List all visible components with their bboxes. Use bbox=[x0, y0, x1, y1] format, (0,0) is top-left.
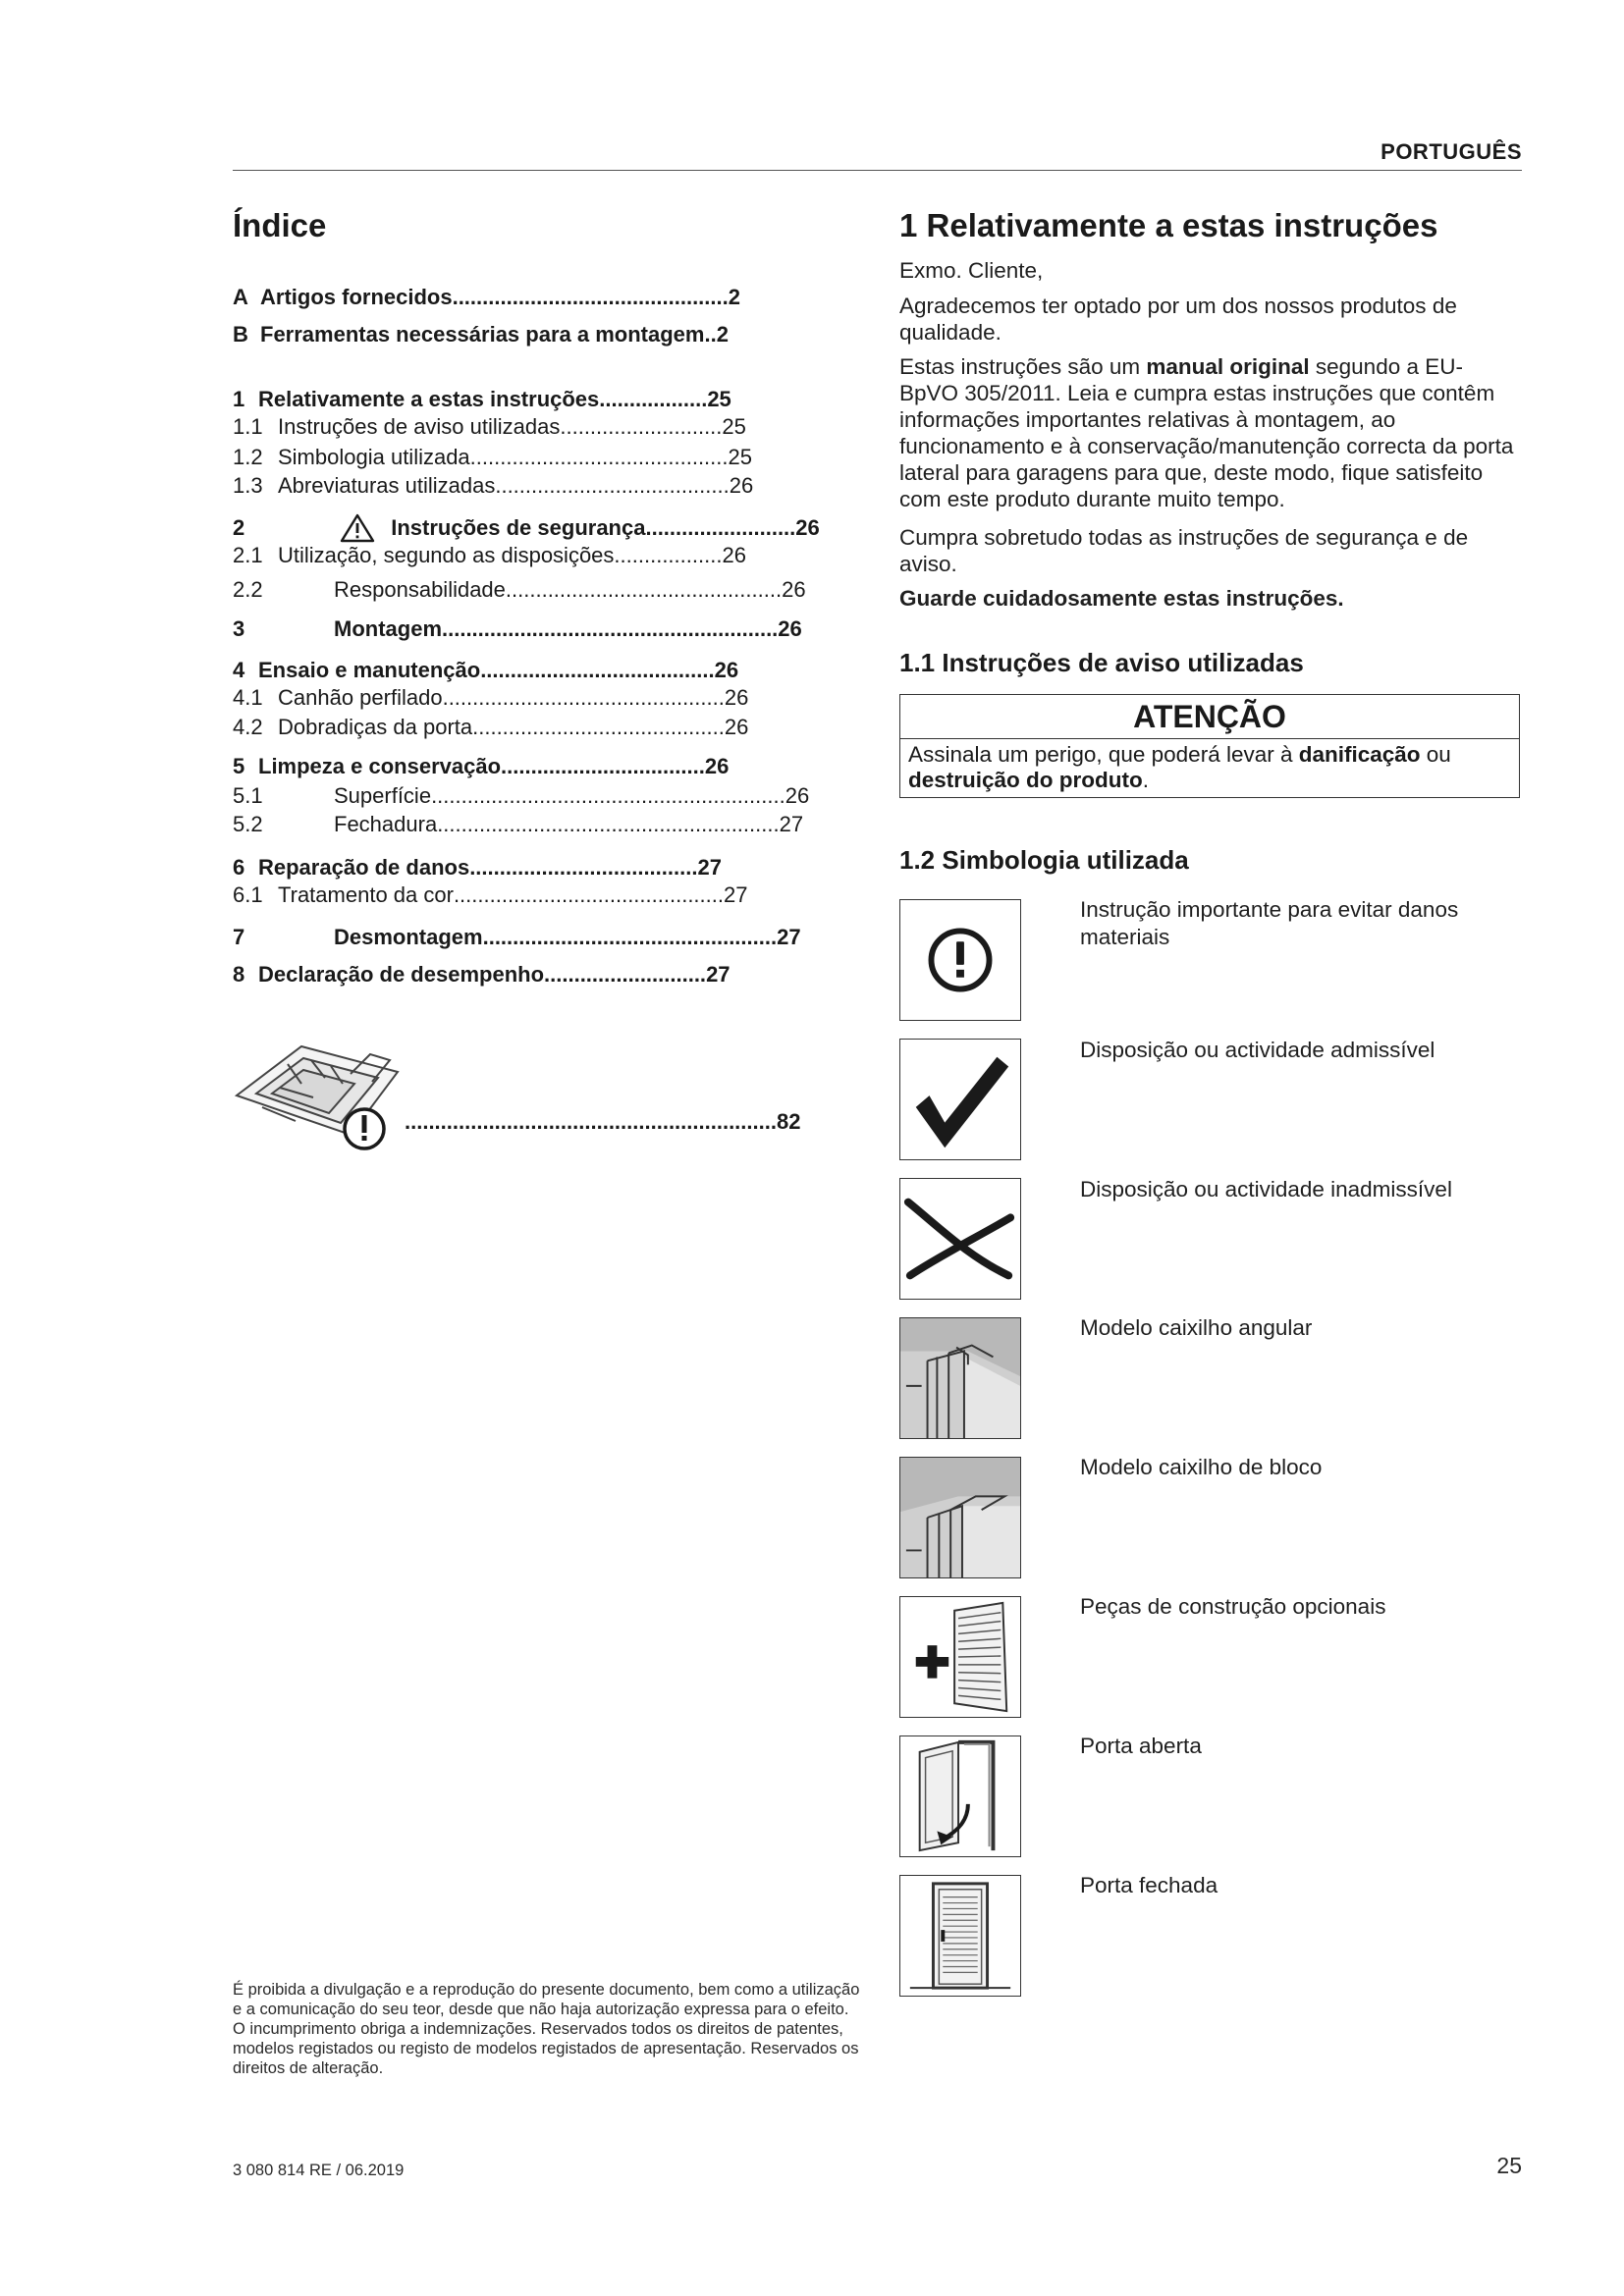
thanks-paragraph: Agradecemos ter optado por um dos nossos produtos de qualidade. bbox=[899, 294, 1457, 345]
section-1-title: 1 Relativamente a estas instruções bbox=[899, 207, 1438, 243]
toc-entry[interactable]: 6 Reparação de danos......................................27 bbox=[233, 853, 722, 882]
toc-dots: ............................................... bbox=[442, 685, 725, 710]
toc-entry[interactable]: 1.1 Instruções de aviso utilizadas...........................25 bbox=[233, 412, 746, 442]
greeting: Exmo. Cliente, bbox=[899, 258, 1044, 283]
symbol-description: Disposição ou actividade admissível bbox=[1080, 1038, 1435, 1062]
checkmark-icon bbox=[899, 1039, 1021, 1160]
toc-entry[interactable]: 4.1 Canhão perfilado...............................................26 bbox=[233, 683, 748, 713]
symbol-description: Modelo caixilho angular bbox=[1080, 1315, 1313, 1340]
toc-entry[interactable]: 1 Relativamente a estas instruções..................25 bbox=[233, 385, 731, 414]
legal-notice: É proibida a divulgação e a reprodução do presente documento, bem como a utilização e a comunicação do seu teor, desde que não haja autorização expressa para o efeito. O incumprimento obriga a indemnizações. Reservados todos os direitos de patentes, modelos registados ou registo de modelos registados de apresentação. Reservados os direitos de alteração. bbox=[233, 1981, 860, 2077]
toc-entry[interactable]: A Artigos fornecidos..............................................2 bbox=[233, 283, 740, 312]
toc-dots: .......................................... bbox=[472, 715, 725, 739]
toc-dots: .................................. bbox=[501, 754, 705, 778]
toc-dots: ......................... bbox=[645, 515, 796, 540]
toc-entry[interactable]: 2.1 Utilização, segundo as disposições..................26 bbox=[233, 541, 746, 570]
language-label: PORTUGUÊS bbox=[1380, 139, 1522, 164]
section-1-1-title: 1.1 Instruções de aviso utilizadas bbox=[899, 648, 1304, 677]
warning-text: Assinala um perigo, que poderá levar à danificação ou destruição do produto. bbox=[908, 742, 1451, 792]
toc-dots: ........................... bbox=[560, 414, 723, 439]
block-frame-icon bbox=[899, 1457, 1021, 1578]
toc-dots: ....................................... bbox=[495, 473, 730, 498]
door-open-icon bbox=[899, 1735, 1021, 1857]
comply-paragraph: Cumpra sobretudo todas as instruções de segurança e de aviso. bbox=[899, 525, 1469, 576]
symbol-description: Disposição ou actividade inadmissível bbox=[1080, 1177, 1452, 1201]
toc-dots: ......................................................... bbox=[437, 812, 780, 836]
toc-dots: ........................................................... bbox=[431, 783, 785, 808]
door-closed-icon bbox=[899, 1875, 1021, 1997]
toc-entry[interactable]: 8 Declaração de desempenho...........................27 bbox=[233, 960, 731, 989]
toc-dots: ...................................... bbox=[469, 855, 698, 880]
toc-entry[interactable]: 2.2 Responsabilidade..............................................26 bbox=[233, 575, 806, 605]
toc-entry[interactable]: 3 Montagem........................................................26 bbox=[233, 614, 802, 644]
toc-entry[interactable]: 7 Desmontagem.................................................27 bbox=[233, 923, 801, 952]
angle-frame-icon bbox=[899, 1317, 1021, 1439]
symbol-description: Peças de construção opcionais bbox=[1080, 1594, 1386, 1619]
page-number: 25 bbox=[1496, 2153, 1522, 2178]
toc-dots: .............................................................. bbox=[405, 1109, 777, 1134]
document-number: 3 080 814 RE / 06.2019 bbox=[233, 2162, 405, 2179]
toc-dots: ............................................. bbox=[453, 882, 724, 907]
toc-entry[interactable]: 1.2 Simbologia utilizada...........................................25 bbox=[233, 443, 752, 472]
toc-dots: .............................................. bbox=[452, 285, 729, 309]
optional-parts-icon bbox=[899, 1596, 1021, 1718]
header-rule bbox=[233, 170, 1522, 171]
warning-triangle-icon bbox=[340, 513, 375, 543]
toc-entry[interactable]: 4 Ensaio e manutenção.......................................26 bbox=[233, 656, 738, 685]
intro-paragraph: Estas instruções são um manual original segundo a EU-BpVO 305/2011. Leia e cumpra estas instruções que contêm informações importantes relativas à montagem, ao funcionamento e à conservação/manutenção correcta da porta lateral para garagens para que, deste modo, fique satisfeito com este produto durante muito tempo. bbox=[899, 354, 1514, 511]
toc-dots: .. bbox=[704, 322, 717, 347]
toc-entry[interactable]: 6.1 Tratamento da cor.............................................27 bbox=[233, 881, 747, 910]
toc-entry[interactable]: 4.2 Dobradiças da porta..........................................26 bbox=[233, 713, 748, 742]
toc-entry[interactable]: 5 Limpeza e conservação..................................26 bbox=[233, 752, 729, 781]
warning-box bbox=[899, 694, 1520, 798]
toc-entry[interactable]: 1.3 Abreviaturas utilizadas.......................................26 bbox=[233, 471, 753, 501]
symbol-description: Modelo caixilho de bloco bbox=[1080, 1455, 1323, 1479]
toc-entry[interactable]: 5.1 Superfície...........................................................26 bbox=[233, 781, 809, 811]
warning-heading: ATENÇÃO bbox=[900, 695, 1519, 739]
toc-entry[interactable]: 5.2 Fechadura.........................................................27 bbox=[233, 810, 803, 839]
keep-instructions: Guarde cuidadosamente estas instruções. bbox=[899, 586, 1344, 611]
safety-figure-icon bbox=[233, 1035, 409, 1152]
cross-icon bbox=[899, 1178, 1021, 1300]
section-1-2-title: 1.2 Simbologia utilizada bbox=[899, 845, 1189, 875]
toc-dots: .................. bbox=[599, 387, 708, 411]
toc-entry[interactable]: 2 Instruções de segurança.........................26 bbox=[233, 513, 820, 543]
toc-dots: ........................................................ bbox=[442, 616, 779, 641]
toc-dots: ....................................... bbox=[480, 658, 715, 682]
symbol-description: Porta fechada bbox=[1080, 1873, 1218, 1897]
exclamation-circle-icon bbox=[899, 899, 1021, 1021]
toc-dots: ................................................. bbox=[482, 925, 778, 949]
toc-dots: ........................................... bbox=[469, 445, 729, 469]
symbol-description: Porta aberta bbox=[1080, 1734, 1202, 1758]
toc-figure-entry[interactable]: ..............................................................82 bbox=[405, 1109, 801, 1134]
toc-dots: .................. bbox=[614, 543, 723, 567]
toc-entry[interactable]: B Ferramentas necessárias para a montagem..2 bbox=[233, 320, 729, 349]
toc-dots: ........................... bbox=[544, 962, 707, 987]
toc-dots: .............................................. bbox=[505, 577, 783, 602]
symbol-description: Instrução importante para evitar danos materiais bbox=[1080, 897, 1459, 949]
toc-title: Índice bbox=[233, 207, 327, 243]
